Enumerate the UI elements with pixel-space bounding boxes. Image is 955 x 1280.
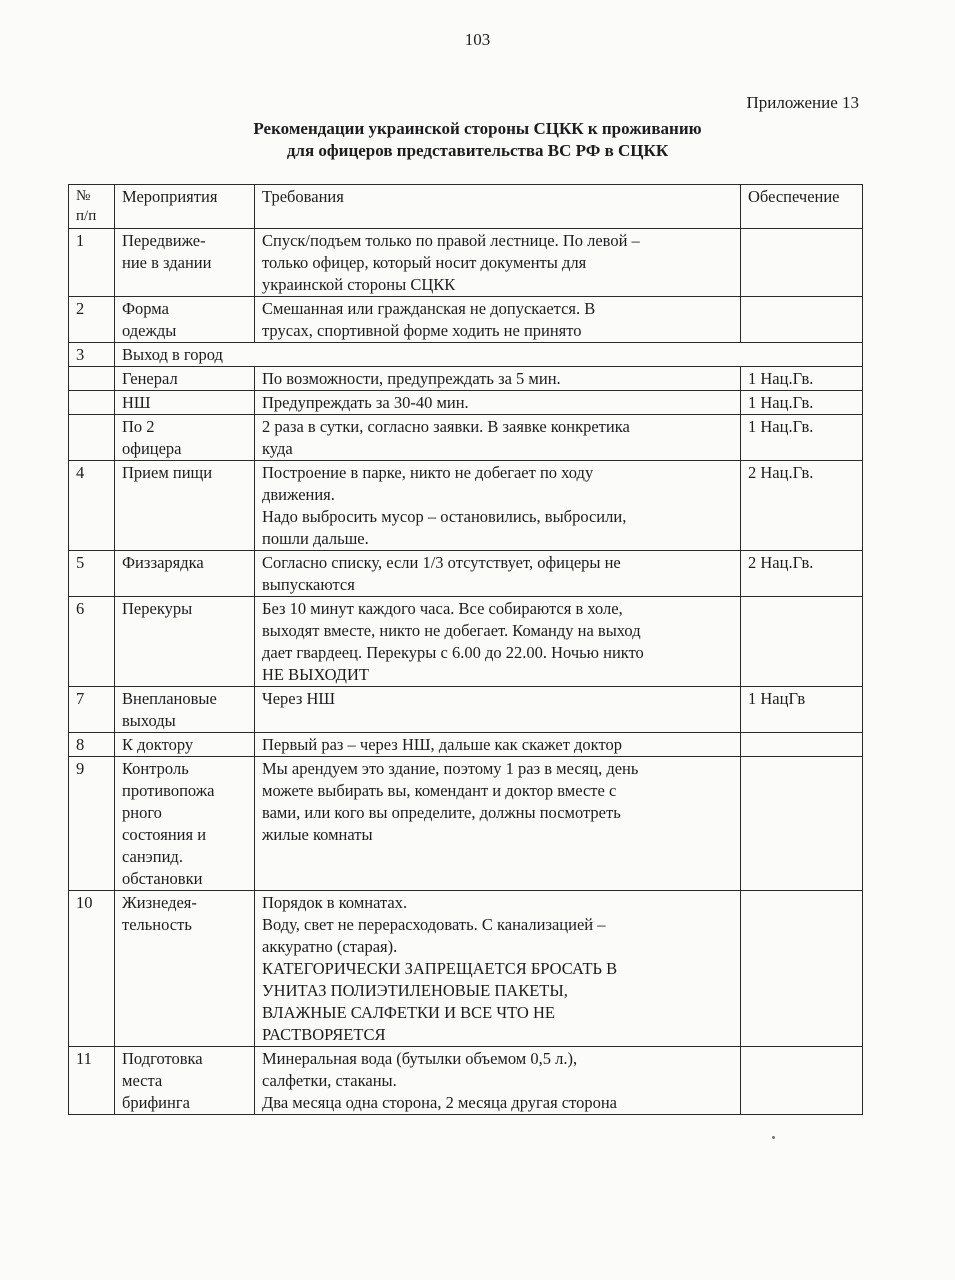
row-requirements: Первый раз – через НШ, дальше как скажет доктор [255,733,741,757]
row-number [69,415,115,461]
row-requirements: 2 раза в сутки, согласно заявки. В заявке конкретика куда [255,415,741,461]
row-activity: Перекуры [115,597,255,687]
row-provision [741,297,863,343]
row-activity: К доктору [115,733,255,757]
row-provision [741,229,863,297]
row-activity: Передвиже- ние в здании [115,229,255,297]
row-provision: 1 Нац.Гв. [741,415,863,461]
row-number [69,367,115,391]
row-requirements: Смешанная или гражданская не допускается. В трусах, спортивной форме ходить не принято [255,297,741,343]
title-line-1: Рекомендации украинской стороны СЦКК к проживанию [253,119,702,138]
row-requirements: Построение в парке, никто не добегает по ходу движения. Надо выбросить мусор – остановились, выбросили, пошли дальше. [255,461,741,551]
table-body [69,229,863,1115]
row-number: 7 [69,687,115,733]
table-row [69,391,863,415]
row-number: 3 [69,343,115,367]
document-title [0,118,955,162]
row-number [69,391,115,415]
row-requirements: Минеральная вода (бутылки объемом 0,5 л.), салфетки, стаканы. Два месяца одна сторона, 2 месяца другая сторона [255,1047,741,1115]
recommendations-table [68,184,863,1115]
header-requirements: Требования [255,185,741,229]
row-provision: 1 НацГв [741,687,863,733]
row-requirements: Порядок в комнатах. Воду, свет не перерасходовать. С канализацией – аккуратно (старая). КАТЕГОРИЧЕСКИ ЗАПРЕЩАЕТСЯ БРОСАТЬ В УНИТАЗ ПОЛИЭТИЛЕНОВЫЕ ПАКЕТЫ, ВЛАЖНЫЕ САЛФЕТКИ И ВСЕ ЧТО НЕ РАСТВОРЯЕТСЯ [255,891,741,1047]
header-number: № п/п [69,185,115,229]
page-number: 103 [464,30,491,49]
row-activity: Внеплановые выходы [115,687,255,733]
row-activity: Выход в город [115,343,863,367]
table-row [69,343,863,367]
table-row [69,1047,863,1115]
row-number: 1 [69,229,115,297]
row-provision [741,733,863,757]
row-provision: 2 Нац.Гв. [741,461,863,551]
table-row [69,891,863,1047]
row-activity: Жизнедея- тельность [115,891,255,1047]
table-row [69,415,863,461]
row-requirements: Без 10 минут каждого часа. Все собираются в холе, выходят вместе, никто не добегает. Команду на выход дает гвардеец. Перекуры с 6.00 до 22.00. Ночью никто НЕ ВЫХОДИТ [255,597,741,687]
row-requirements: Согласно списку, если 1/3 отсутствует, офицеры не выпускаются [255,551,741,597]
row-number: 5 [69,551,115,597]
row-activity: Физзарядка [115,551,255,597]
row-number: 11 [69,1047,115,1115]
row-provision: 1 Нац.Гв. [741,367,863,391]
table-row [69,229,863,297]
row-number: 2 [69,297,115,343]
row-requirements: По возможности, предупреждать за 5 мин. [255,367,741,391]
row-number: 6 [69,597,115,687]
row-provision [741,891,863,1047]
scan-speck [772,1136,775,1139]
table-row [69,551,863,597]
table-header-row [69,185,863,229]
row-provision [741,597,863,687]
row-number: 4 [69,461,115,551]
row-requirements: Спуск/подъем только по правой лестнице. По левой – только офицер, который носит документы для украинской стороны СЦКК [255,229,741,297]
row-requirements: Через НШ [255,687,741,733]
row-activity: Подготовка места брифинга [115,1047,255,1115]
row-activity: Генерал [115,367,255,391]
header-provision: Обеспечение [741,185,863,229]
row-number: 8 [69,733,115,757]
row-activity: По 2 офицера [115,415,255,461]
row-requirements: Мы арендуем это здание, поэтому 1 раз в месяц, день можете выбирать вы, комендант и доктор вместе с вами, или кого вы определите, должны посмотреть жилые комнаты [255,757,741,891]
table-row [69,367,863,391]
row-provision [741,1047,863,1115]
row-activity: НШ [115,391,255,415]
row-number: 10 [69,891,115,1047]
row-activity: Контроль противопожа рного состояния и санэпид. обстановки [115,757,255,891]
table-row [69,733,863,757]
table-row [69,757,863,891]
table-row [69,687,863,733]
row-number: 9 [69,757,115,891]
table-row [69,297,863,343]
row-provision [741,757,863,891]
appendix-label: Приложение 13 [746,93,859,112]
row-provision: 1 Нац.Гв. [741,391,863,415]
table-row [69,597,863,687]
table-row [69,461,863,551]
row-activity: Форма одежды [115,297,255,343]
header-activity: Мероприятия [115,185,255,229]
row-provision: 2 Нац.Гв. [741,551,863,597]
title-line-2: для офицеров представительства ВС РФ в СЦКК [286,141,669,160]
row-activity: Прием пищи [115,461,255,551]
row-requirements: Предупреждать за 30-40 мин. [255,391,741,415]
